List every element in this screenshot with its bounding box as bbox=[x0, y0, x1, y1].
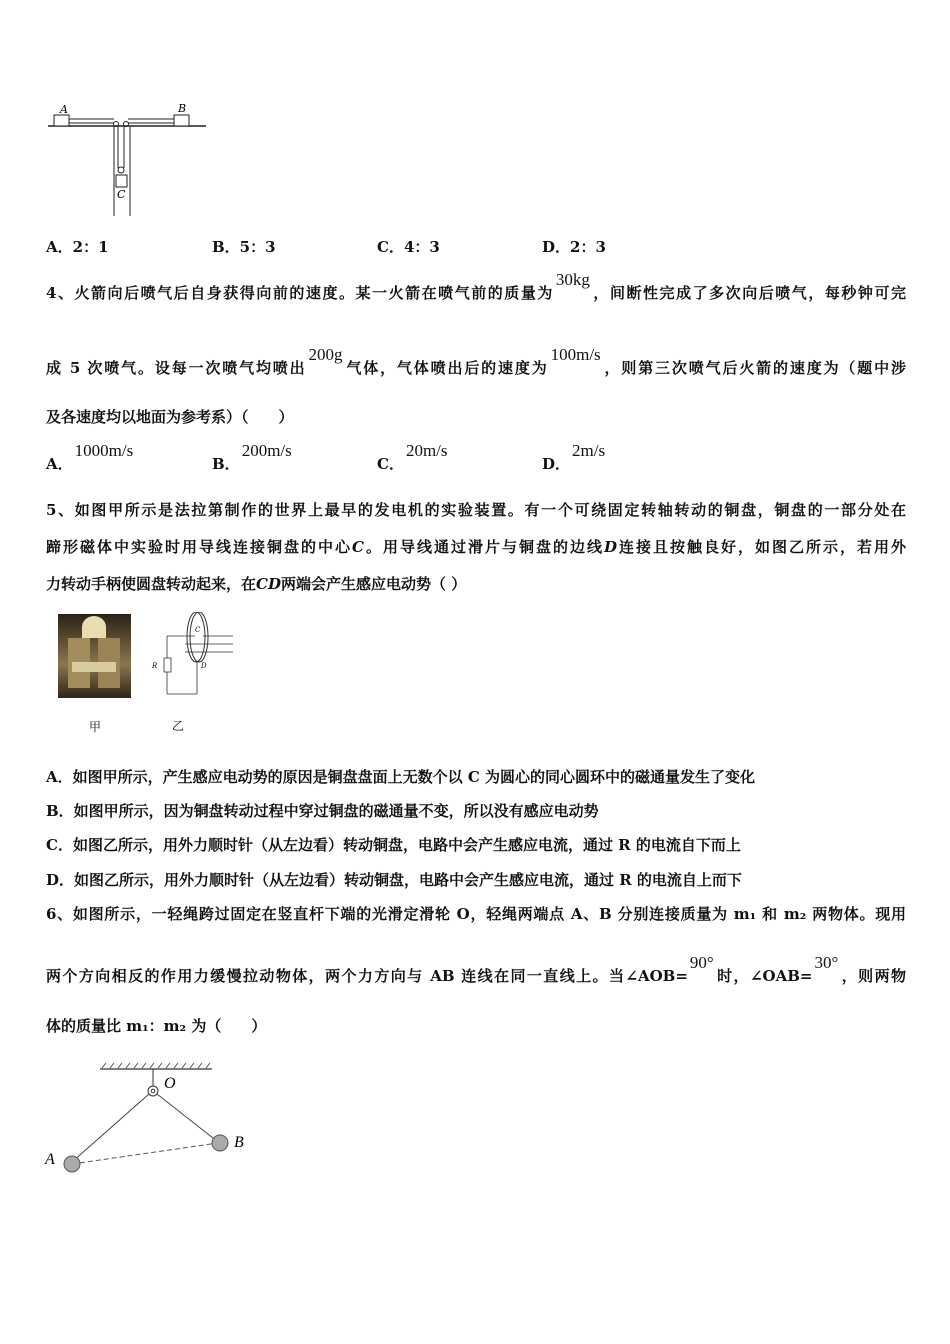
q5-line-2: 蹄形磁体中实验时用导线连接铜盘的中心C。用导线通过滑片与铜盘的边线D连接且按触良好，如图乙所示，若用外 bbox=[46, 538, 906, 556]
q6-line-3: 体的质量比 m₁：m₂ 为（ ） bbox=[46, 1017, 267, 1035]
q4-option-c[interactable]: C．20m/s bbox=[377, 441, 448, 473]
q4-option-a[interactable]: A．1000m/s bbox=[46, 441, 134, 473]
svg-text:R: R bbox=[152, 662, 158, 670]
q4-option-d[interactable]: D．2m/s bbox=[542, 441, 606, 473]
q5-option-c[interactable]: C．如图乙所示，用外力顺时针（从左边看）转动铜盘，电路中会产生感应电流，通过 R 的电流自下而上 bbox=[46, 836, 741, 854]
q5-line-1: 5、如图甲所示是法拉第制作的世界上最早的发电机的实验装置。有一个可绕固定转轴转动的铜盘，铜盘的一部分处在 bbox=[46, 501, 906, 519]
mass-value: 30kg bbox=[555, 270, 590, 289]
circuit-diagram bbox=[145, 612, 240, 704]
faraday-generator-photo bbox=[58, 614, 131, 698]
q5-option-a[interactable]: A．如图甲所示，产生感应电动势的原因是铜盘盘面上无数个以 C 为圆心的同心圆环中的磁通量发生了变化 bbox=[46, 768, 756, 786]
pulley-figure-oab bbox=[40, 1058, 260, 1178]
figure-label-jia: 甲 bbox=[89, 720, 102, 734]
label-o: O bbox=[164, 1075, 176, 1092]
label-c: C bbox=[117, 188, 126, 201]
q5-line-3: 力转动手柄使圆盘转动起来，在CD两端会产生感应电动势（ ） bbox=[46, 575, 467, 593]
figure-label-yi: 乙 bbox=[172, 719, 185, 733]
q3-option-b[interactable]: B．5：3 bbox=[212, 238, 276, 256]
q6-line-1: 6、如图所示，一轻绳跨过固定在竖直杆下端的光滑定滑轮 O，轻绳两端点 A、B 分别连接质量为 m₁ 和 m₂ 两物体。现用 bbox=[46, 905, 906, 923]
q6-line-2: 两个方向相反的作用力缓慢拉动物体，两个力方向与 AB 连线在同一直线上。当∠AOB=90°时，∠OAB=30°，则两物 bbox=[46, 953, 906, 985]
q4-line-1: 4、火箭向后喷气后自身获得向前的速度。某一火箭在喷气前的质量为30kg，间断性完成了多次向后喷气，每秒钟可完 bbox=[46, 270, 906, 302]
label-a: A bbox=[60, 103, 68, 116]
label-b: B bbox=[178, 102, 187, 115]
q3-option-a[interactable]: A．2：1 bbox=[46, 238, 109, 256]
q5-option-b[interactable]: B．如图甲所示，因为铜盘转动过程中穿过铜盘的磁通量不变，所以没有感应电动势 bbox=[46, 802, 599, 820]
label-b: B bbox=[234, 1134, 244, 1151]
label-a: A bbox=[45, 1151, 55, 1168]
q4-option-b[interactable]: B．200m/s bbox=[212, 441, 292, 473]
q4-line-3: 及各速度均以地面为参考系）（ ） bbox=[46, 408, 294, 426]
q3-option-d[interactable]: D．2：3 bbox=[542, 238, 606, 256]
svg-text:D: D bbox=[201, 662, 207, 670]
q3-option-c[interactable]: C．4：3 bbox=[377, 238, 440, 256]
pulley-figure-abc bbox=[46, 98, 211, 218]
q4-line-2: 成 5 次喷气。设每一次喷气均喷出200g气体，气体喷出后的速度为100m/s，则第三次喷气后火箭的速度为（题中涉 bbox=[46, 345, 906, 377]
q5-option-d[interactable]: D．如图乙所示，用外力顺时针（从左边看）转动铜盘，电路中会产生感应电流，通过 R 的电流自上而下 bbox=[46, 871, 742, 889]
svg-text:C: C bbox=[195, 626, 201, 634]
